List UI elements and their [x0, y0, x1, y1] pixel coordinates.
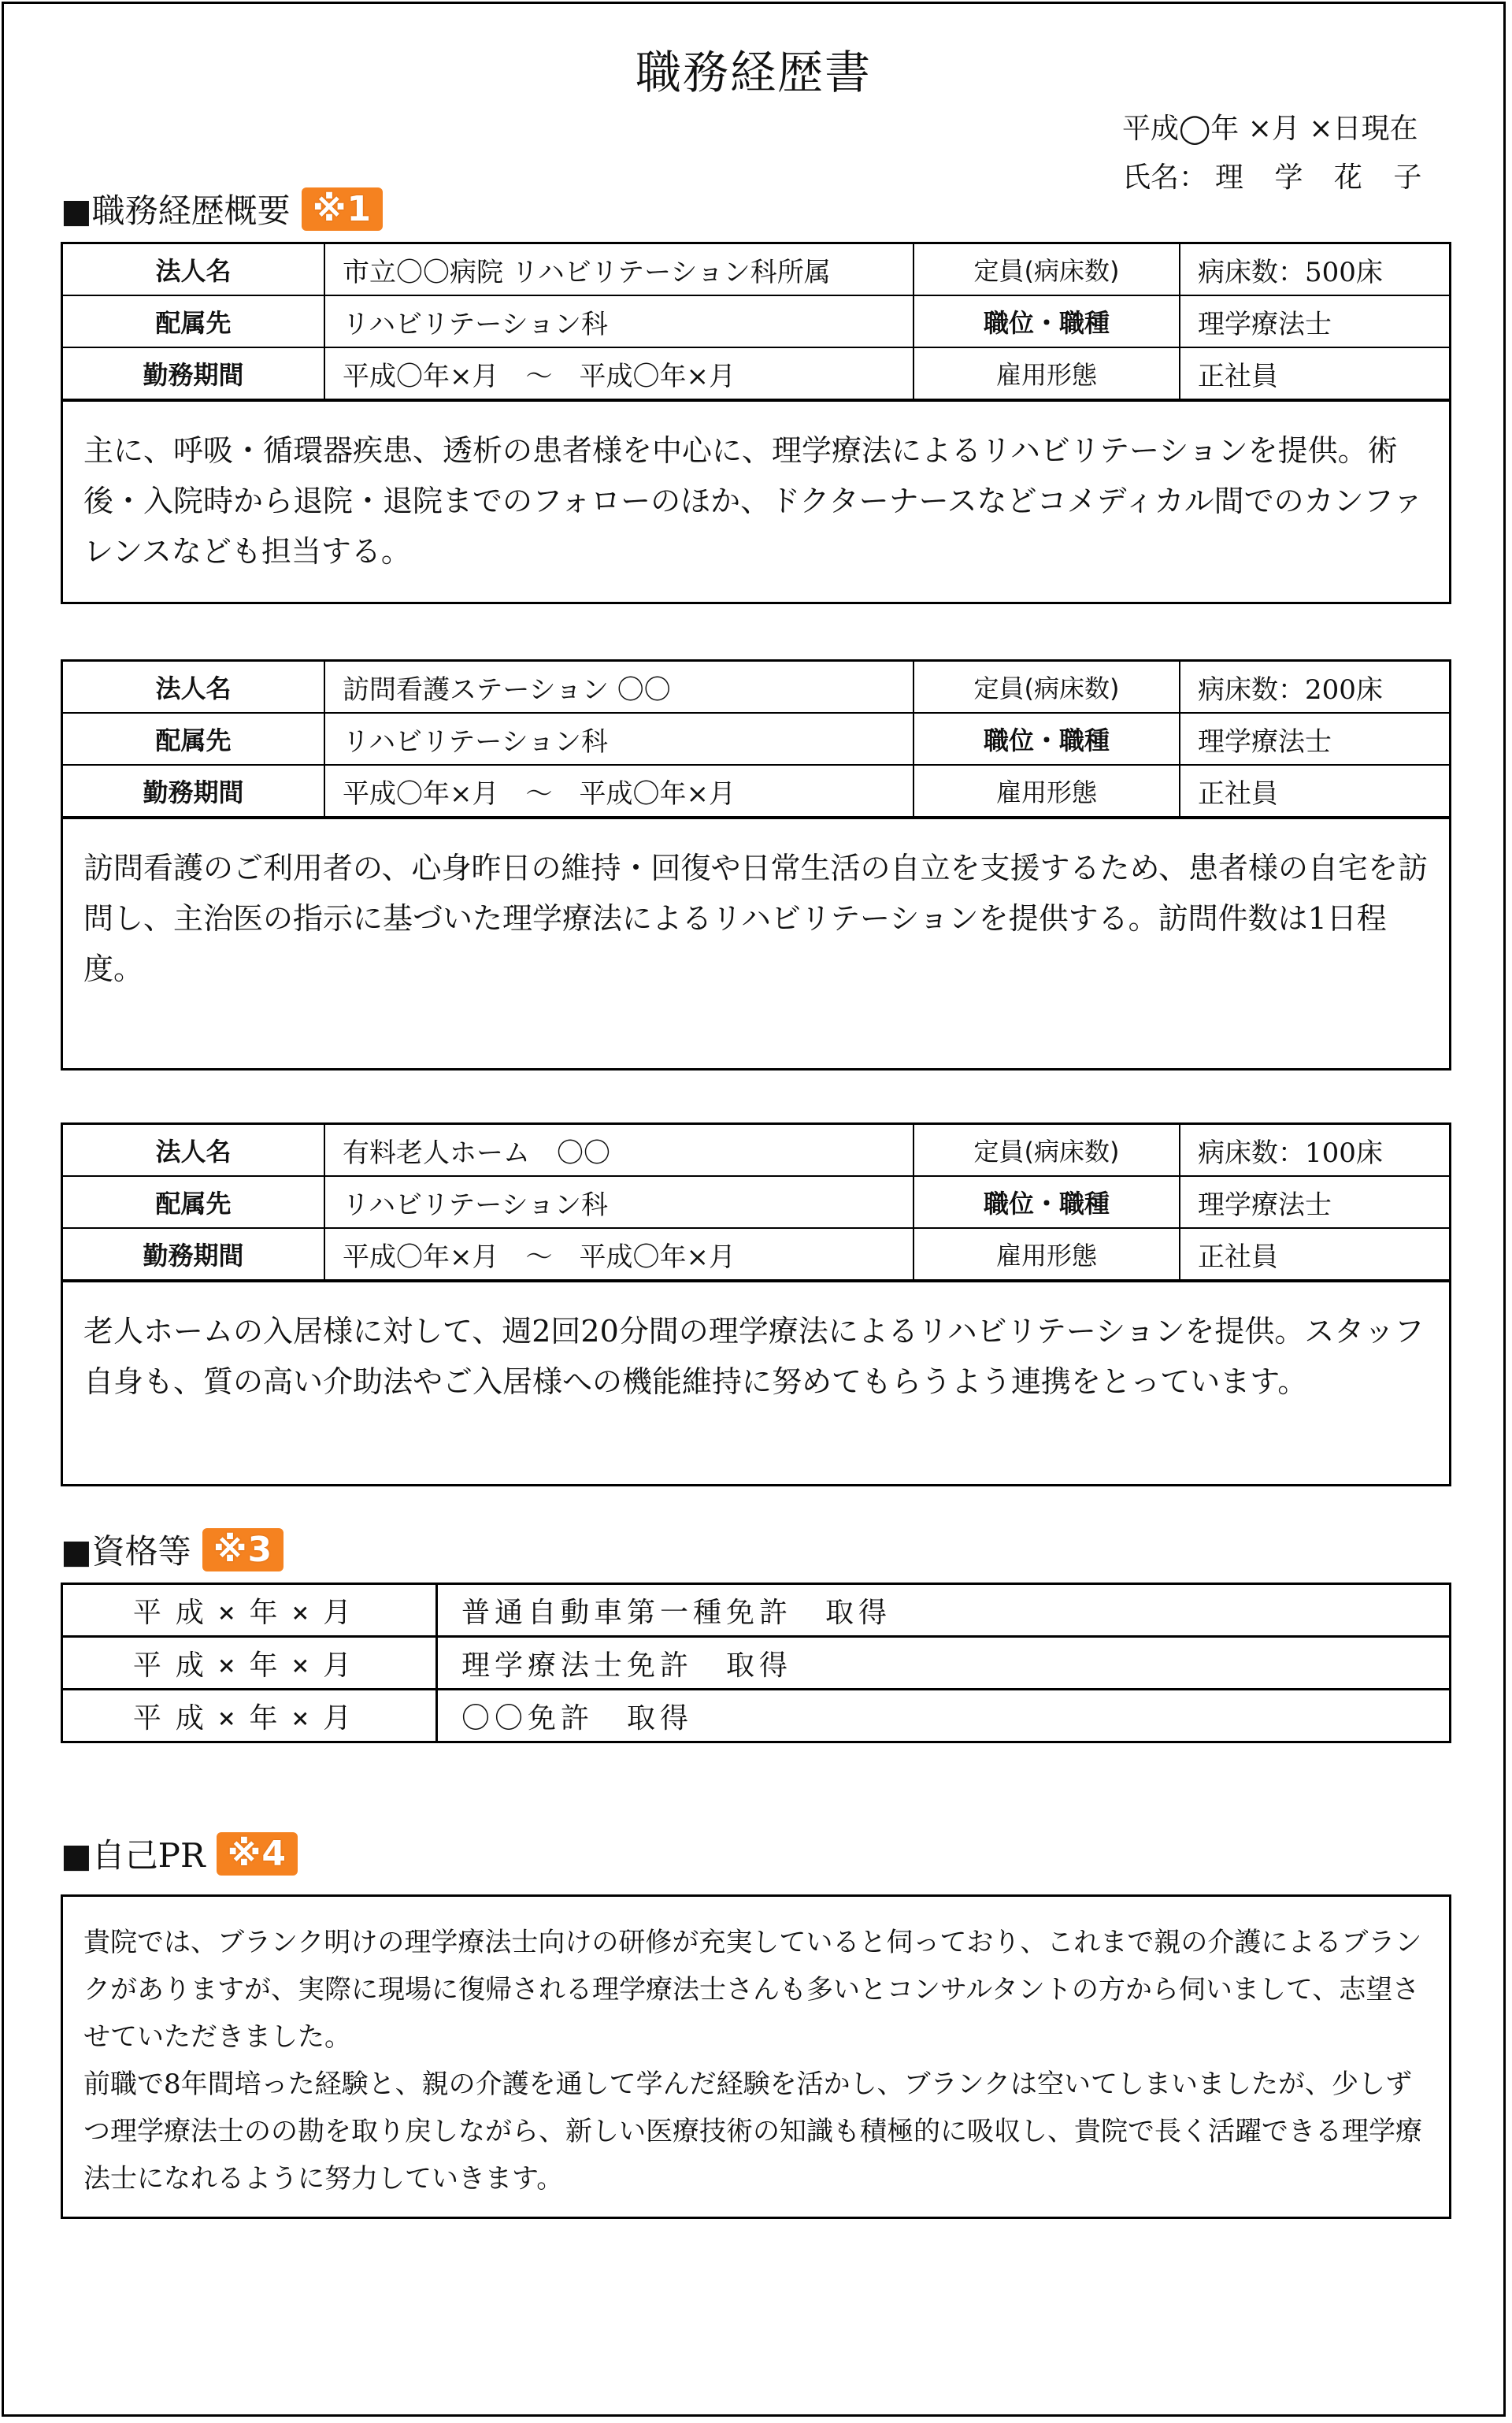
table-row: [62, 1584, 1451, 1637]
table-row: [63, 244, 1449, 295]
qualification-date: 平成×年×月: [62, 1637, 437, 1690]
table-row: [63, 1228, 1449, 1280]
table-row: [63, 1125, 1449, 1176]
period-label: 勤務期間: [63, 347, 324, 399]
table-row: [63, 662, 1449, 713]
position-value: 理学療法士: [1180, 1176, 1449, 1228]
corporation-value: 市立〇〇病院 リハビリテーション科所属: [324, 244, 914, 295]
career-section-heading: [61, 185, 383, 232]
period-value: 平成〇年×月 ～ 平成〇年×月: [324, 1228, 914, 1280]
position-label: 職位・職種: [914, 713, 1180, 765]
career-note-marker: ※1: [302, 187, 383, 231]
pr-note-marker: ※4: [217, 1832, 298, 1876]
document-title: 職務経歴書: [635, 46, 872, 99]
position-label: 職位・職種: [914, 295, 1180, 347]
qualification-name: 普通自動車第一種免許 取得: [437, 1584, 1451, 1637]
employment-value: 正社員: [1180, 1228, 1449, 1280]
employment-label: 雇用形態: [914, 1228, 1180, 1280]
period-label: 勤務期間: [63, 1228, 324, 1280]
applicant-name: 理 学 花 子: [1215, 161, 1433, 194]
career-info-table: [63, 244, 1449, 400]
pr-heading-text: ■自己PR: [61, 1836, 206, 1875]
qualifications-table: [61, 1583, 1451, 1743]
department-value: リハビリテーション科: [324, 1176, 914, 1228]
corporation-value: 訪問看護ステーション 〇〇: [324, 662, 914, 713]
employment-label: 雇用形態: [914, 765, 1180, 817]
capacity-value: 病床数：100床: [1180, 1125, 1449, 1176]
department-label: 配属先: [63, 713, 324, 765]
employment-value: 正社員: [1180, 347, 1449, 399]
career-block-1: [61, 242, 1451, 604]
qualification-date: 平成×年×月: [62, 1584, 437, 1637]
capacity-label: 定員(病床数): [914, 662, 1180, 713]
career-description: 老人ホームの入居様に対して、週2回20分間の理学療法によるリハビリテーションを提供。スタッフ自身も、質の高い介助法やご入居様への機能維持に努めてもらうよう連携をとっています。: [63, 1281, 1449, 1484]
position-label: 職位・職種: [914, 1176, 1180, 1228]
corporation-label: 法人名: [63, 1125, 324, 1176]
position-value: 理学療法士: [1180, 295, 1449, 347]
career-block-2: [61, 659, 1451, 1070]
qualification-name: 〇〇免許 取得: [437, 1690, 1451, 1742]
table-row: [63, 347, 1449, 399]
period-value: 平成〇年×月 ～ 平成〇年×月: [324, 347, 914, 399]
career-info-table: [63, 1125, 1449, 1281]
name-label: 氏名：: [1122, 161, 1208, 194]
capacity-value: 病床数：500床: [1180, 244, 1449, 295]
table-row: [63, 1176, 1449, 1228]
corporation-label: 法人名: [63, 662, 324, 713]
department-label: 配属先: [63, 1176, 324, 1228]
department-value: リハビリテーション科: [324, 295, 914, 347]
corporation-label: 法人名: [63, 244, 324, 295]
period-value: 平成〇年×月 ～ 平成〇年×月: [324, 765, 914, 817]
career-info-table: [63, 662, 1449, 818]
employment-label: 雇用形態: [914, 347, 1180, 399]
capacity-value: 病床数：200床: [1180, 662, 1449, 713]
table-row: [62, 1690, 1451, 1742]
capacity-label: 定員(病床数): [914, 1125, 1180, 1176]
table-row: [62, 1637, 1451, 1690]
qualification-date: 平成×年×月: [62, 1690, 437, 1742]
qualifications-note-marker: ※3: [202, 1528, 284, 1571]
capacity-label: 定員(病床数): [914, 244, 1180, 295]
table-row: [63, 295, 1449, 347]
career-block-3: [61, 1122, 1451, 1486]
qualifications-section-heading: [61, 1526, 284, 1573]
corporation-value: 有料老人ホーム 〇〇: [324, 1125, 914, 1176]
employment-value: 正社員: [1180, 765, 1449, 817]
self-pr-box: [61, 1894, 1451, 2219]
pr-section-heading: [61, 1830, 298, 1877]
department-value: リハビリテーション科: [324, 713, 914, 765]
career-description: 主に、呼吸・循環器疾患、透析の患者様を中心に、理学療法によるリハビリテーションを提供。術後・入院時から退院・退院までのフォローのほか、ドクターナースなどコメディカル間でのカンファレンスなども担当する。: [63, 400, 1449, 602]
career-description: 訪問看護のご利用者の、心身昨日の維持・回復や日常生活の自立を支援するため、患者様の自宅を訪問し、主治医の指示に基づいた理学療法によるリハビリテーションを提供する。訪問件数は1日程度。: [63, 818, 1449, 1068]
document-date: 平成◯年 ×月 ×日現在: [1122, 113, 1418, 145]
pr-paragraph-1: 貴院では、ブランク明けの理学療法士向けの研修が充実していると伺っており、これまで親の介護によるブランクがありますが、実際に現場に復帰される理学療法士さんも多いとコンサルタントの方から伺いまして、志望させていただきました。: [83, 1927, 1422, 2053]
table-row: [63, 713, 1449, 765]
qualifications-heading-text: ■資格等: [61, 1532, 191, 1571]
resume-page: [2, 2, 1506, 2417]
career-heading-text: ■職務経歴概要: [61, 191, 291, 230]
position-value: 理学療法士: [1180, 713, 1449, 765]
table-row: [63, 765, 1449, 817]
period-label: 勤務期間: [63, 765, 324, 817]
department-label: 配属先: [63, 295, 324, 347]
applicant-name-line: [1122, 155, 1432, 195]
qualification-name: 理学療法士免許 取得: [437, 1637, 1451, 1690]
pr-paragraph-2: 前職で8年間培った経験と、親の介護を通して学んだ経験を活かし、ブランクは空いてしまいましたが、少しずつ理学療法士のの勘を取り戻しながら、新しい医療技術の知識も積極的に吸収し、貴院で長く活躍できる理学療法士になれるように努力していきます。: [83, 2069, 1422, 2195]
